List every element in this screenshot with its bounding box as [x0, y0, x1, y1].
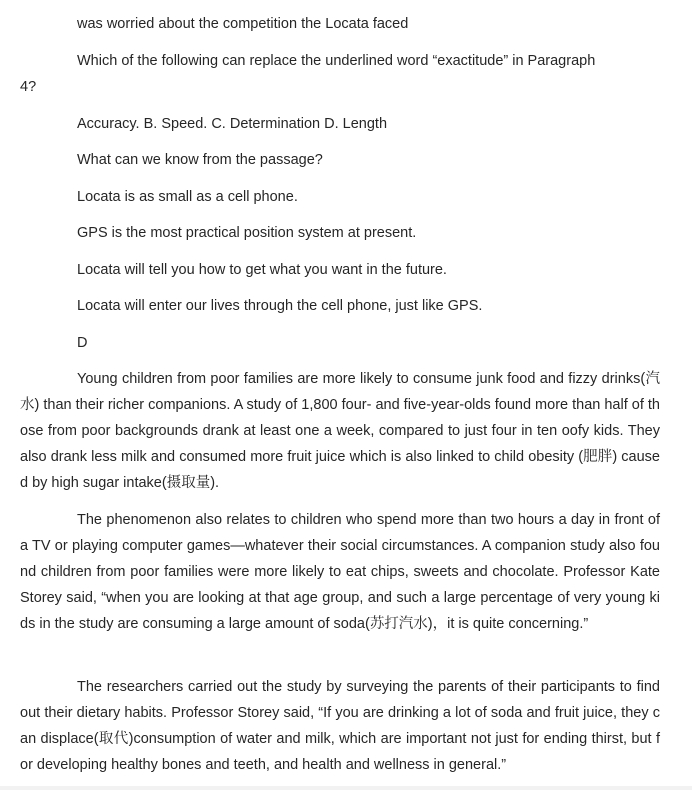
- option-locata-cellphone: Locata will enter our lives through the cell phone, just like GPS.: [77, 298, 483, 314]
- option-gps-practical: GPS is the most practical position system at present.: [77, 225, 417, 241]
- question-exactitude-continuation: 4?: [20, 79, 37, 95]
- option-locata-future: Locata will tell you how to get what you want in the future.: [77, 262, 447, 278]
- question-passage-inference: What can we know from the passage?: [77, 152, 323, 168]
- paragraph-junk-food: Young children from poor families are more likely to consume junk food and fizzy drinks(汽水) than their richer companions. A study of 1,800 four- and five-year-olds found more than half of those from poor backgrounds drank at least one a week, compared to just four in ten oofy kids. They also drank less milk and consumed more fruit juice which is also linked to child obesity (肥胖) caused by high sugar intake(摄取量).: [20, 371, 660, 491]
- paragraph-screen-time: The phenomenon also relates to children who spend more than two hours a day in front of a TV or playing computer games—whatever their social circumstances. A companion study also found children from poor families were more likely to eat chips, sweets and chocolate. Professor Kate Storey said, “when you are looking at that age group, and such a large percentage of very young kids in the study are consuming a large amount of soda(苏打汽水)，it is quite concerning.”: [20, 512, 660, 632]
- text-line-locata-competition: was worried about the competition the Locata faced: [77, 16, 409, 32]
- question-exactitude: Which of the following can replace the underlined word “exactitude” in Paragraph: [77, 53, 596, 69]
- option-locata-size: Locata is as small as a cell phone.: [77, 189, 298, 205]
- paragraph-dietary-habits: The researchers carried out the study by surveying the parents of their participants to find out their dietary habits. Professor Storey said, “If you are drinking a lot of soda and fruit juice, they can displace(取代)consumption of water and milk, which are important not just for ending thirst, but for developing healthy bones and teeth, and health and wellness in general.”: [20, 679, 660, 773]
- section-heading-d: D: [77, 335, 88, 351]
- question-exactitude-options: Accuracy. B. Speed. C. Determination D. Length: [77, 116, 388, 132]
- page-bottom-divider: [0, 786, 692, 790]
